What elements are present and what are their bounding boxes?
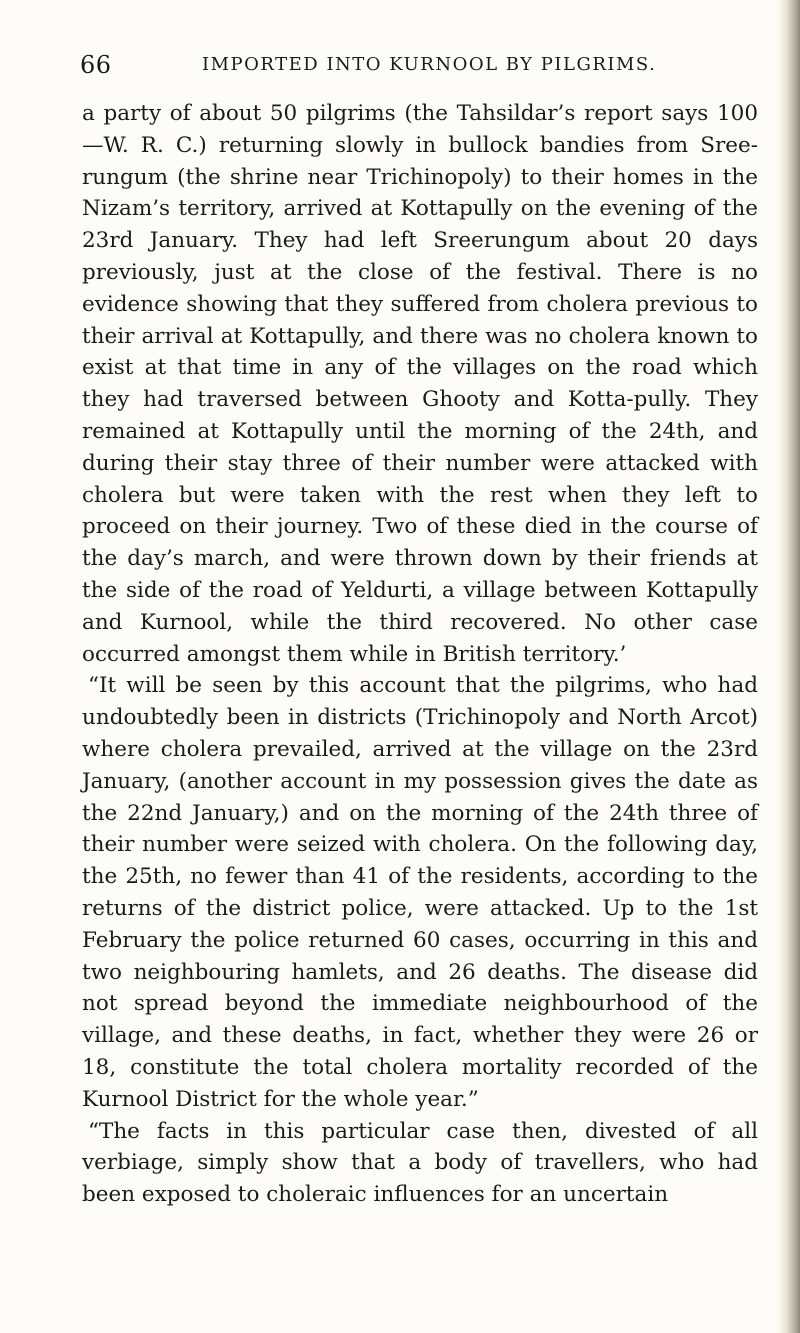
paragraph-2: “It will be seen by this account that the pilgrims, who had undoubtedly been in districts (Trichinopoly and North Arcot) where cholera prevailed, arrived at the village on the 23rd January, (another account in my possession gives the date as the 22nd January,) and on the morning of the 24th three of their number were seized with cholera. On the following day, the 25th, no fewer than 41 of the residents, according to the returns of the district police, were attacked. Up to the 1st February the police returned 60 cases, occurring in this and two neighbouring hamlets, and 26 deaths. The disease did not spread beyond the immediate neighbourhood of the village, and these deaths, in fact, whether they were 26 or 18, constitute the total cholera mortality recorded of the Kurnool District for the whole year.” — [82, 673, 758, 1112]
running-title: IMPORTED INTO KURNOOL BY PILGRIMS. — [202, 54, 657, 75]
page-spine-shadow — [778, 0, 800, 1333]
paragraph-1: a party of about 50 pilgrims (the Tahsildar’s report says 100 —W. R. C.) returning slowly in bullock bandies from Sree-rungum (the shrine near Trichinopoly) to their homes in the Nizam’s territory, arrived at Kottapully on the evening of the 23rd January. They had left Sreerungum about 20 days previously, just at the close of the festival. There is no evidence showing that they suffered from cholera previous to their arrival at Kottapully, and there was no cholera known to exist at that time in any of the villages on the road which they had traversed between Ghooty and Kotta-pully. They remained at Kottapully until the morning of the 24th, and during their stay three of their number were attacked with cholera but were taken with the rest when they left to proceed on their journey. Two of these died in the course of the day’s march, and were thrown down by their friends at the side of the road of Yeldurti, a village between Kottapully and Kurnool, while the third recovered. No other case occurred amongst them while in British territory.’ — [82, 101, 758, 667]
paragraph-3: “The facts in this particular case then, divested of all verbiage, simply show that a body of travellers, who had been exposed to choleraic influences for an uncertain — [82, 1118, 758, 1208]
page-header — [80, 50, 740, 90]
page-number: 66 — [80, 51, 112, 79]
body-text — [82, 98, 758, 1211]
